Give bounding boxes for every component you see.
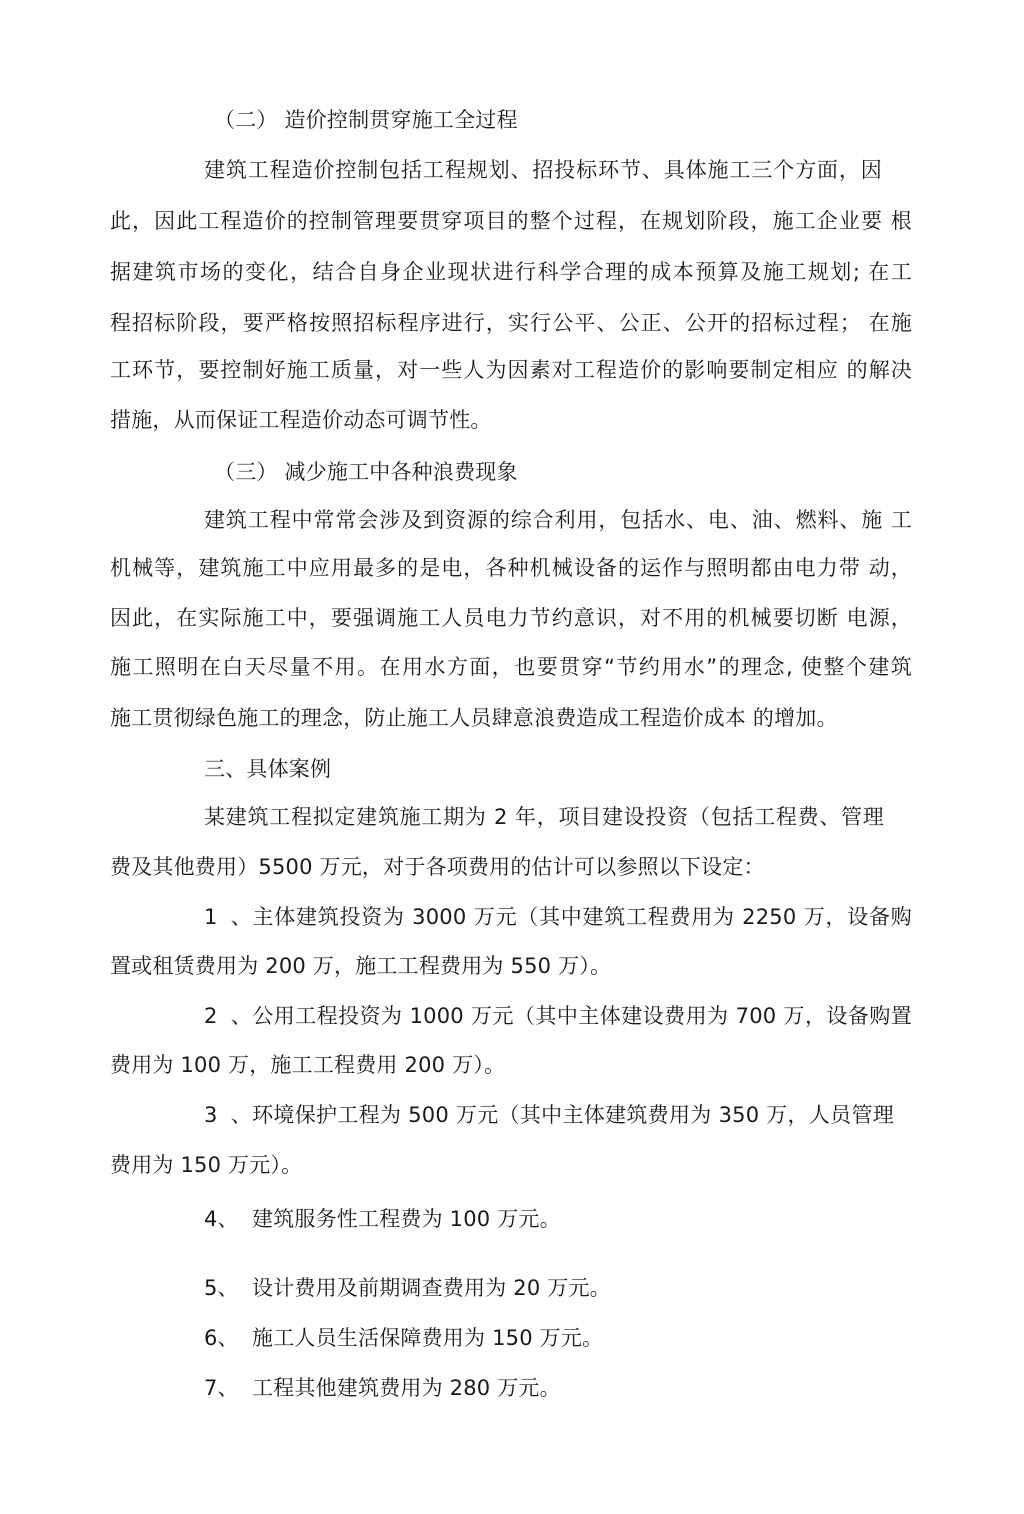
list-item xyxy=(204,1100,894,1130)
list-item-number: 4、 xyxy=(204,1207,239,1231)
paragraph-line: 费及其他费用）5500 万元，对于各项费用的估计可以参照以下设定： xyxy=(110,855,765,879)
paragraph-line: 建筑工程中常常会涉及到资源的综合利用，包括水、电、油、燃料、施 工 xyxy=(204,508,912,532)
list-item-text: 设计费用及前期调查费用为 20 万元。 xyxy=(252,1276,611,1300)
paragraph-line: 程招标阶段，要严格按照招标程序进行，实行公平、公正、公开的招标过程； 在施 xyxy=(110,311,912,335)
paragraph-line: 某建筑工程拟定建筑施工期为 2 年，项目建设投资（包括工程费、管理 xyxy=(204,805,884,829)
list-item-continuation: 置或租赁费用为 200 万，施工工程费用为 550 万）。 xyxy=(110,954,612,978)
list-item xyxy=(204,1323,603,1353)
paragraph-line: 建筑工程造价控制包括工程规划、招投标环节、具体施工三个方面，因 xyxy=(204,158,882,182)
list-item-continuation: 费用为 150 万元）。 xyxy=(110,1153,303,1177)
paragraph-line: 施工照明在白天尽量不用。在用水方面，也要贯穿“节约用水”的理念, 使整个建筑 xyxy=(110,655,912,679)
paragraph-line: 因此，在实际施工中，要强调施工人员电力节约意识，对不用的机械要切断 电源， xyxy=(110,606,912,630)
paragraph-line: 工环节，要控制好施工质量，对一些人为因素对工程造价的影响要制定相应 的解决 xyxy=(110,358,912,382)
list-item xyxy=(204,1001,912,1031)
list-item-text: 环境保护工程为 500 万元（其中主体建筑费用为 350 万，人员管理 xyxy=(252,1103,894,1127)
list-item-number: 5、 xyxy=(204,1276,239,1300)
list-item xyxy=(204,1373,561,1403)
list-item-number: 2、 xyxy=(204,1004,252,1028)
list-item-number: 1、 xyxy=(204,905,252,929)
list-item-number: 3、 xyxy=(204,1103,252,1127)
paragraph-line: 措施，从而保证工程造价动态可调节性。 xyxy=(110,408,492,432)
list-item-text: 施工人员生活保障费用为 150 万元。 xyxy=(252,1326,604,1350)
paragraph-line: 机械等，建筑施工中应用最多的是电，各种机械设备的运作与照明都由电力带 动， xyxy=(110,556,912,580)
list-item xyxy=(204,1204,561,1234)
section-heading: （三） 减少施工中各种浪费现象 xyxy=(214,460,518,484)
list-item-text: 建筑服务性工程费为 100 万元。 xyxy=(252,1207,561,1231)
list-item-text: 工程其他建筑费用为 280 万元。 xyxy=(252,1376,561,1400)
list-item-number: 7、 xyxy=(204,1376,239,1400)
list-item xyxy=(204,902,912,932)
list-item xyxy=(204,1273,611,1303)
list-item-text: 公用工程投资为 1000 万元（其中主体建设费用为 700 万，设备购置 xyxy=(252,1004,912,1028)
list-item-text: 主体建筑投资为 3000 万元（其中建筑工程费用为 2250 万，设备购 xyxy=(252,905,912,929)
paragraph-line: 施工贯彻绿色施工的理念，防止施工人员肆意浪费造成工程造价成本 的增加。 xyxy=(110,706,838,730)
list-item-continuation: 费用为 100 万，施工工程费用 200 万）。 xyxy=(110,1053,506,1077)
section-heading: （二） 造价控制贯穿施工全过程 xyxy=(214,108,518,132)
case-heading: 三、具体案例 xyxy=(204,757,332,781)
paragraph-line: 此，因此工程造价的控制管理要贯穿项目的整个过程，在规划阶段，施工企业要 根 xyxy=(110,209,912,233)
paragraph-line: 据建筑市场的变化，结合自身企业现状进行科学合理的成本预算及施工规划; 在工 xyxy=(110,260,912,284)
list-item-number: 6、 xyxy=(204,1326,239,1350)
